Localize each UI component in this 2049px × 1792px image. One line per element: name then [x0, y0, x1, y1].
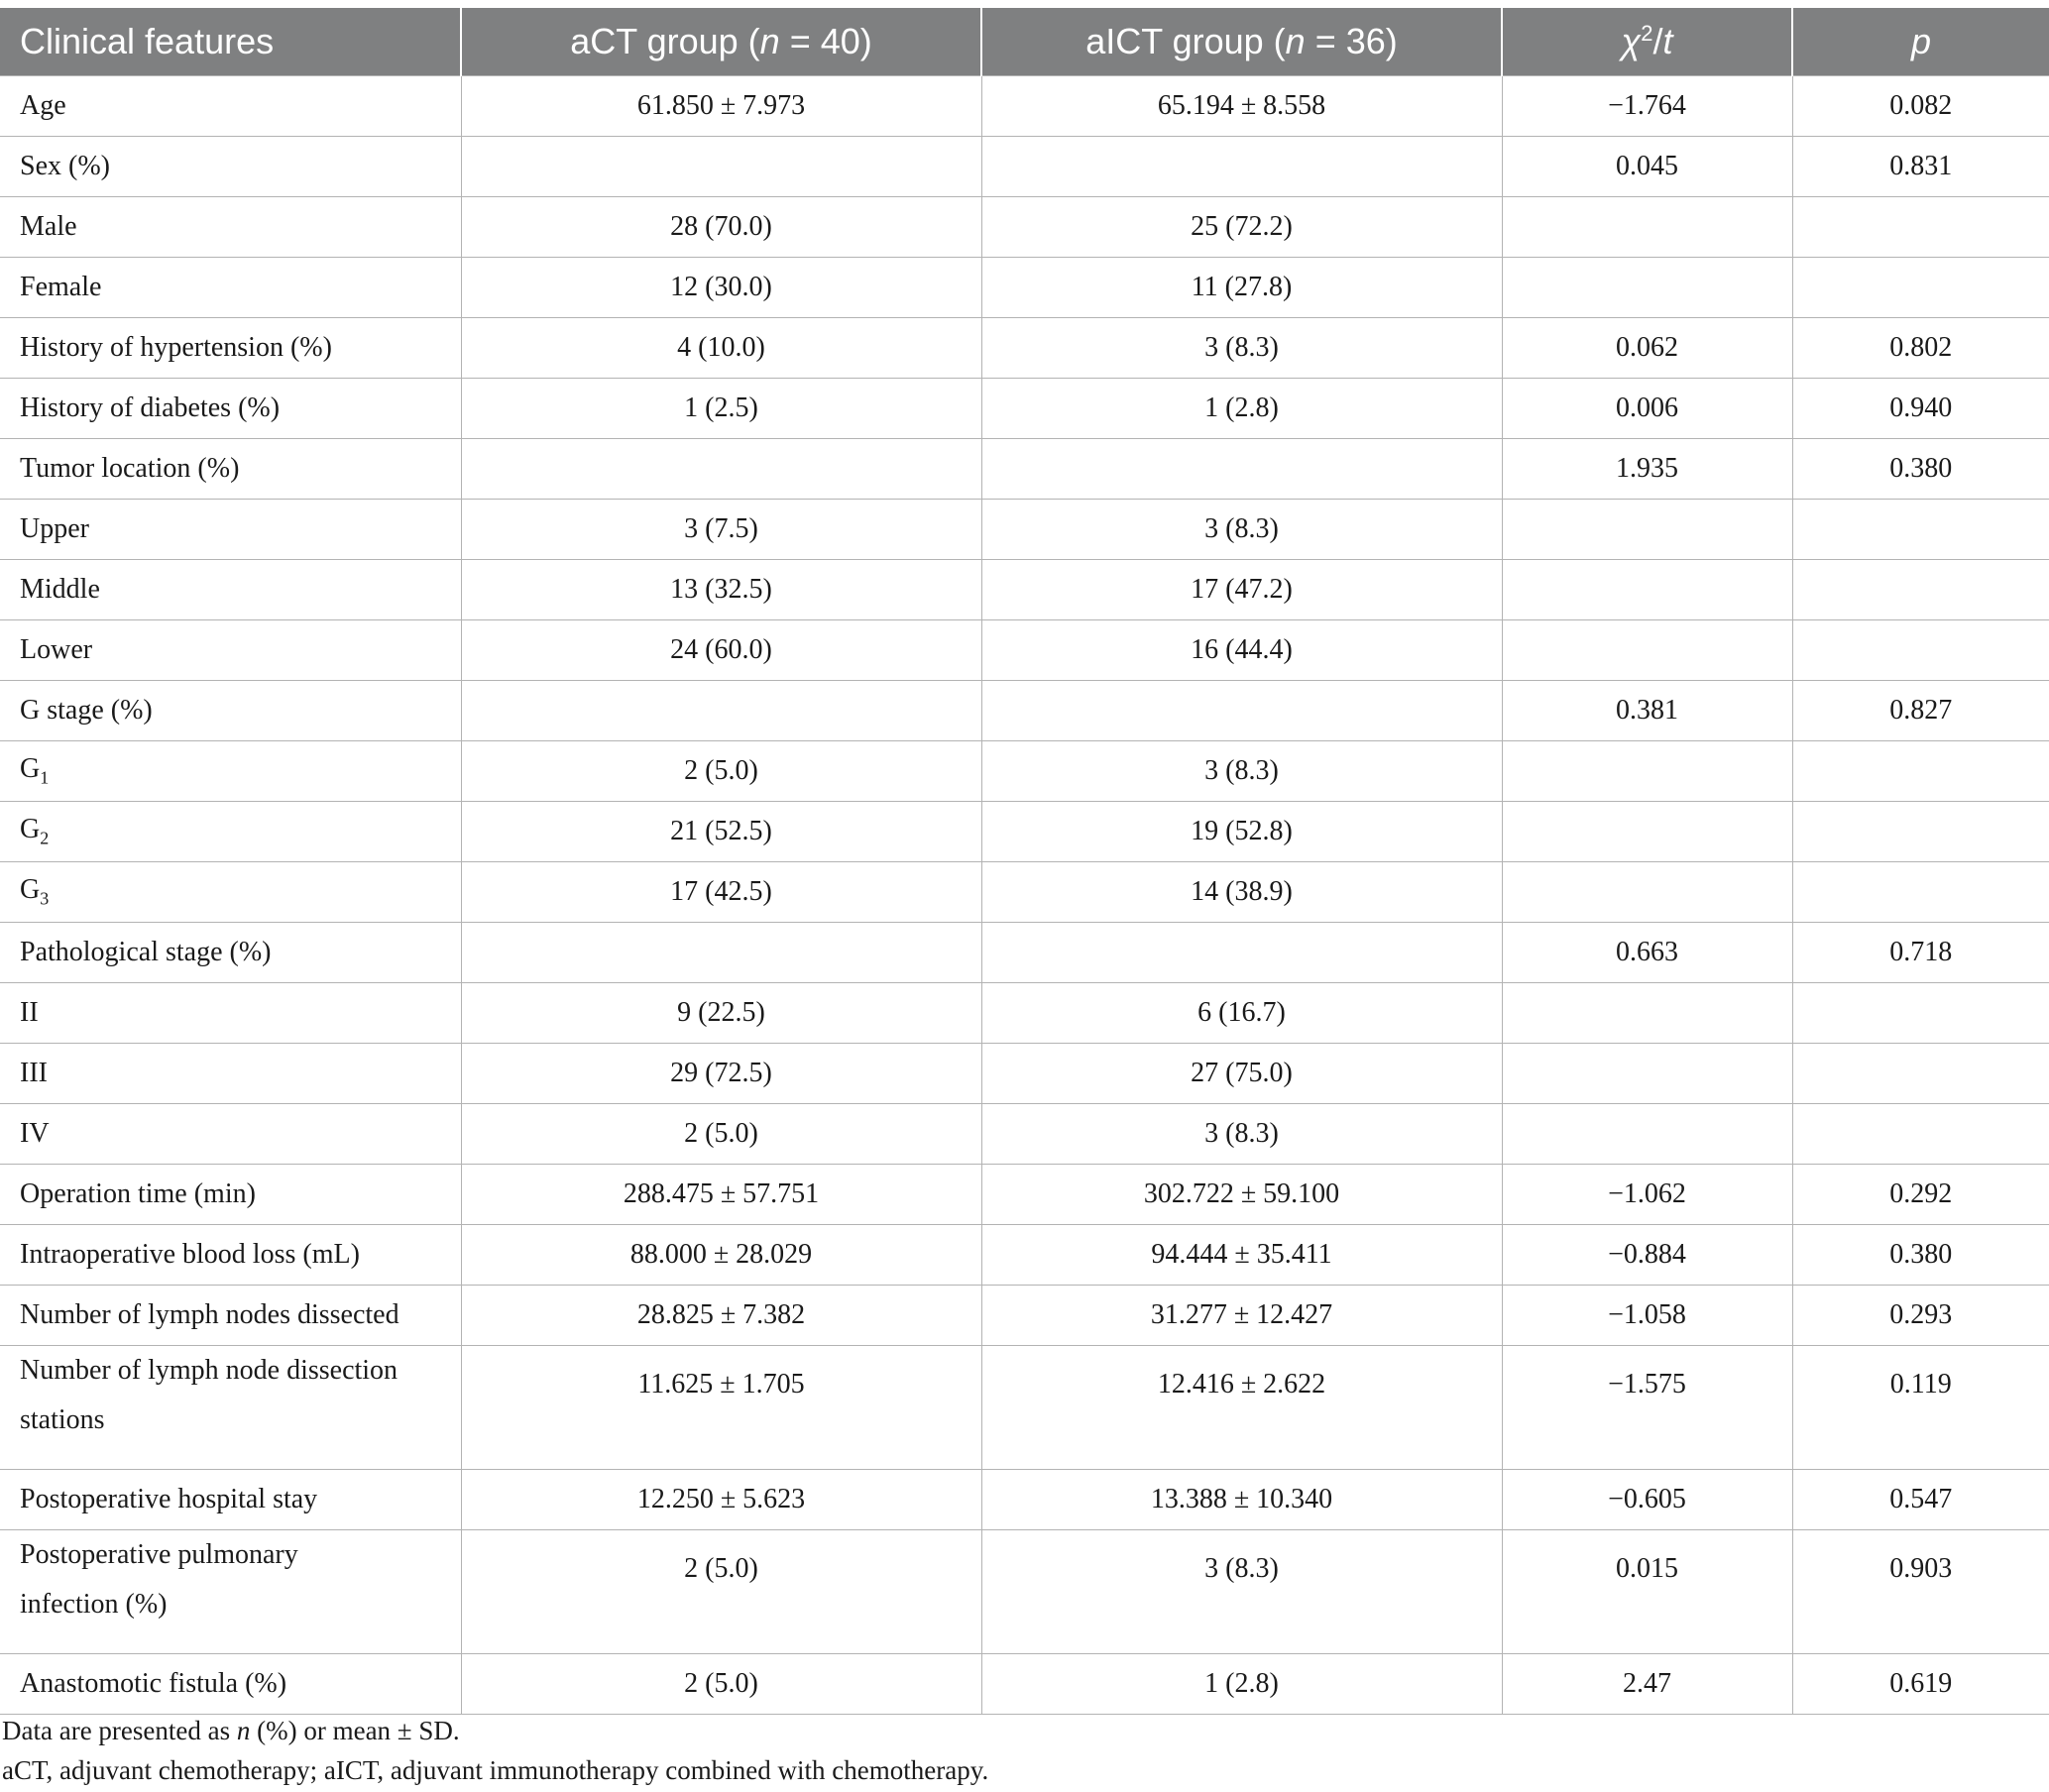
row-label: Operation time (min): [0, 1165, 461, 1225]
aict-value: 11 (27.8): [981, 258, 1502, 318]
table-row: [0, 1286, 2049, 1346]
p-value: 0.547: [1792, 1470, 2049, 1530]
row-label: Middle: [0, 560, 461, 620]
p-value: 0.292: [1792, 1165, 2049, 1225]
act-value: 24 (60.0): [461, 620, 981, 681]
aict-value: 16 (44.4): [981, 620, 1502, 681]
aict-value: 3 (8.3): [981, 1104, 1502, 1165]
p-value: 0.802: [1792, 318, 2049, 379]
header-statistic: $\chi^2/t$: [1502, 8, 1792, 76]
p-value: [1792, 1104, 2049, 1165]
row-label: G stage (%): [0, 681, 461, 741]
statistic-value: [1502, 258, 1792, 318]
table-row: [0, 1104, 2049, 1165]
act-value: 61.850 ± 7.973: [461, 76, 981, 137]
act-value: 288.475 ± 57.751: [461, 1165, 981, 1225]
row-label: Upper: [0, 500, 461, 560]
act-value: [461, 439, 981, 500]
header-act-group: aCT group (n = 40): [461, 8, 981, 76]
row-label: Number of lymph nodes dissected: [0, 1286, 461, 1346]
statistic-value: 0.015: [1502, 1530, 1792, 1654]
act-value: 2 (5.0): [461, 741, 981, 802]
aict-value: [981, 923, 1502, 983]
p-value: [1792, 862, 2049, 923]
table-row: [0, 1654, 2049, 1715]
aict-value: 1 (2.8): [981, 1654, 1502, 1715]
row-label: II: [0, 983, 461, 1044]
act-value: [461, 137, 981, 197]
header-p-value: p: [1792, 8, 2049, 76]
p-value: [1792, 1044, 2049, 1104]
act-value: 28.825 ± 7.382: [461, 1286, 981, 1346]
table-row: [0, 1470, 2049, 1530]
table-row: [0, 681, 2049, 741]
p-value: 0.380: [1792, 1225, 2049, 1286]
row-label: Number of lymph node dissection stations: [0, 1346, 461, 1470]
row-label: Age: [0, 76, 461, 137]
act-value: 1 (2.5): [461, 379, 981, 439]
act-value: [461, 681, 981, 741]
aict-value: 3 (8.3): [981, 1530, 1502, 1654]
row-label: Tumor location (%): [0, 439, 461, 500]
statistic-value: [1502, 197, 1792, 258]
p-value: 0.293: [1792, 1286, 2049, 1346]
table-row: [0, 439, 2049, 500]
header-clinical-features: Clinical features: [0, 8, 461, 76]
aict-value: 12.416 ± 2.622: [981, 1346, 1502, 1470]
p-value: 0.082: [1792, 76, 2049, 137]
row-label: $G_3$: [0, 862, 461, 923]
aict-value: 1 (2.8): [981, 379, 1502, 439]
act-value: 9 (22.5): [461, 983, 981, 1044]
statistic-value: 1.935: [1502, 439, 1792, 500]
aict-value: 27 (75.0): [981, 1044, 1502, 1104]
aict-value: 3 (8.3): [981, 741, 1502, 802]
p-value: [1792, 802, 2049, 862]
row-label: Intraoperative blood loss (mL): [0, 1225, 461, 1286]
act-value: 29 (72.5): [461, 1044, 981, 1104]
aict-value: 17 (47.2): [981, 560, 1502, 620]
row-label: Sex (%): [0, 137, 461, 197]
act-value: 12.250 ± 5.623: [461, 1470, 981, 1530]
table-row: [0, 318, 2049, 379]
act-value: 11.625 ± 1.705: [461, 1346, 981, 1470]
aict-value: 25 (72.2): [981, 197, 1502, 258]
p-value: [1792, 560, 2049, 620]
aict-value: 31.277 ± 12.427: [981, 1286, 1502, 1346]
act-value: 4 (10.0): [461, 318, 981, 379]
statistic-value: [1502, 1104, 1792, 1165]
statistic-value: 0.062: [1502, 318, 1792, 379]
table-row: [0, 379, 2049, 439]
row-label: $G_1$: [0, 741, 461, 802]
aict-value: 3 (8.3): [981, 318, 1502, 379]
row-label: $G_2$: [0, 802, 461, 862]
table-row: [0, 1044, 2049, 1104]
p-value: 0.380: [1792, 439, 2049, 500]
p-value: 0.119: [1792, 1346, 2049, 1470]
p-value: 0.831: [1792, 137, 2049, 197]
row-label: History of hypertension (%): [0, 318, 461, 379]
row-label: Postoperative pulmonary infection (%): [0, 1530, 461, 1654]
statistic-value: [1502, 1044, 1792, 1104]
aict-value: 3 (8.3): [981, 500, 1502, 560]
table-footnotes: [2, 1711, 988, 1790]
act-value: 2 (5.0): [461, 1654, 981, 1715]
aict-value: 13.388 ± 10.340: [981, 1470, 1502, 1530]
statistic-value: 2.47: [1502, 1654, 1792, 1715]
table-row: [0, 620, 2049, 681]
p-value: [1792, 258, 2049, 318]
act-value: 2 (5.0): [461, 1104, 981, 1165]
table-row: [0, 1165, 2049, 1225]
aict-value: 14 (38.9): [981, 862, 1502, 923]
table-row: [0, 560, 2049, 620]
statistic-value: [1502, 741, 1792, 802]
table-row: [0, 1225, 2049, 1286]
table-body: [0, 76, 2049, 1715]
statistic-value: −1.058: [1502, 1286, 1792, 1346]
statistic-value: −0.605: [1502, 1470, 1792, 1530]
table-header-row: [0, 8, 2049, 76]
row-label: Male: [0, 197, 461, 258]
statistic-value: [1502, 560, 1792, 620]
table-row: [0, 76, 2049, 137]
statistic-value: −1.764: [1502, 76, 1792, 137]
table-row: [0, 258, 2049, 318]
table-row: [0, 1530, 2049, 1654]
table-row: [0, 741, 2049, 802]
p-value: [1792, 983, 2049, 1044]
clinical-features-table: [0, 8, 2049, 1715]
p-value: [1792, 741, 2049, 802]
act-value: 13 (32.5): [461, 560, 981, 620]
statistic-value: 0.381: [1502, 681, 1792, 741]
act-value: [461, 923, 981, 983]
statistic-value: 0.045: [1502, 137, 1792, 197]
statistic-value: −1.575: [1502, 1346, 1792, 1470]
statistic-value: 0.006: [1502, 379, 1792, 439]
act-value: 2 (5.0): [461, 1530, 981, 1654]
header-aict-group: aICT group (n = 36): [981, 8, 1502, 76]
p-value: 0.718: [1792, 923, 2049, 983]
statistic-value: [1502, 862, 1792, 923]
statistic-value: 0.663: [1502, 923, 1792, 983]
row-label: History of diabetes (%): [0, 379, 461, 439]
table-row: [0, 802, 2049, 862]
row-label: Pathological stage (%): [0, 923, 461, 983]
footnote-abbreviations: aCT, adjuvant chemotherapy; aICT, adjuvant immunotherapy combined with chemotherapy.: [2, 1755, 989, 1785]
table-row: [0, 197, 2049, 258]
row-label: III: [0, 1044, 461, 1104]
row-label: Lower: [0, 620, 461, 681]
row-label: IV: [0, 1104, 461, 1165]
act-value: 21 (52.5): [461, 802, 981, 862]
table-row: [0, 500, 2049, 560]
table-row: [0, 1346, 2049, 1470]
act-value: 17 (42.5): [461, 862, 981, 923]
statistic-value: [1502, 983, 1792, 1044]
act-value: 88.000 ± 28.029: [461, 1225, 981, 1286]
act-value: 3 (7.5): [461, 500, 981, 560]
p-value: [1792, 620, 2049, 681]
row-label: Postoperative hospital stay: [0, 1470, 461, 1530]
statistic-value: [1502, 500, 1792, 560]
aict-value: [981, 137, 1502, 197]
p-value: 0.619: [1792, 1654, 2049, 1715]
p-value: [1792, 500, 2049, 560]
aict-value: 302.722 ± 59.100: [981, 1165, 1502, 1225]
aict-value: 19 (52.8): [981, 802, 1502, 862]
act-value: 28 (70.0): [461, 197, 981, 258]
table-row: [0, 137, 2049, 197]
aict-value: [981, 681, 1502, 741]
table-row: [0, 862, 2049, 923]
p-value: 0.940: [1792, 379, 2049, 439]
statistic-value: −0.884: [1502, 1225, 1792, 1286]
statistic-value: [1502, 802, 1792, 862]
row-label: Anastomotic fistula (%): [0, 1654, 461, 1715]
aict-value: 65.194 ± 8.558: [981, 76, 1502, 137]
footnote-data-format: Data are presented as n (%) or mean ± SD.: [2, 1716, 460, 1745]
statistic-value: [1502, 620, 1792, 681]
table-row: [0, 923, 2049, 983]
p-value: 0.827: [1792, 681, 2049, 741]
row-label: Female: [0, 258, 461, 318]
p-value: 0.903: [1792, 1530, 2049, 1654]
table-row: [0, 983, 2049, 1044]
aict-value: [981, 439, 1502, 500]
statistic-value: −1.062: [1502, 1165, 1792, 1225]
p-value: [1792, 197, 2049, 258]
aict-value: 94.444 ± 35.411: [981, 1225, 1502, 1286]
act-value: 12 (30.0): [461, 258, 981, 318]
aict-value: 6 (16.7): [981, 983, 1502, 1044]
